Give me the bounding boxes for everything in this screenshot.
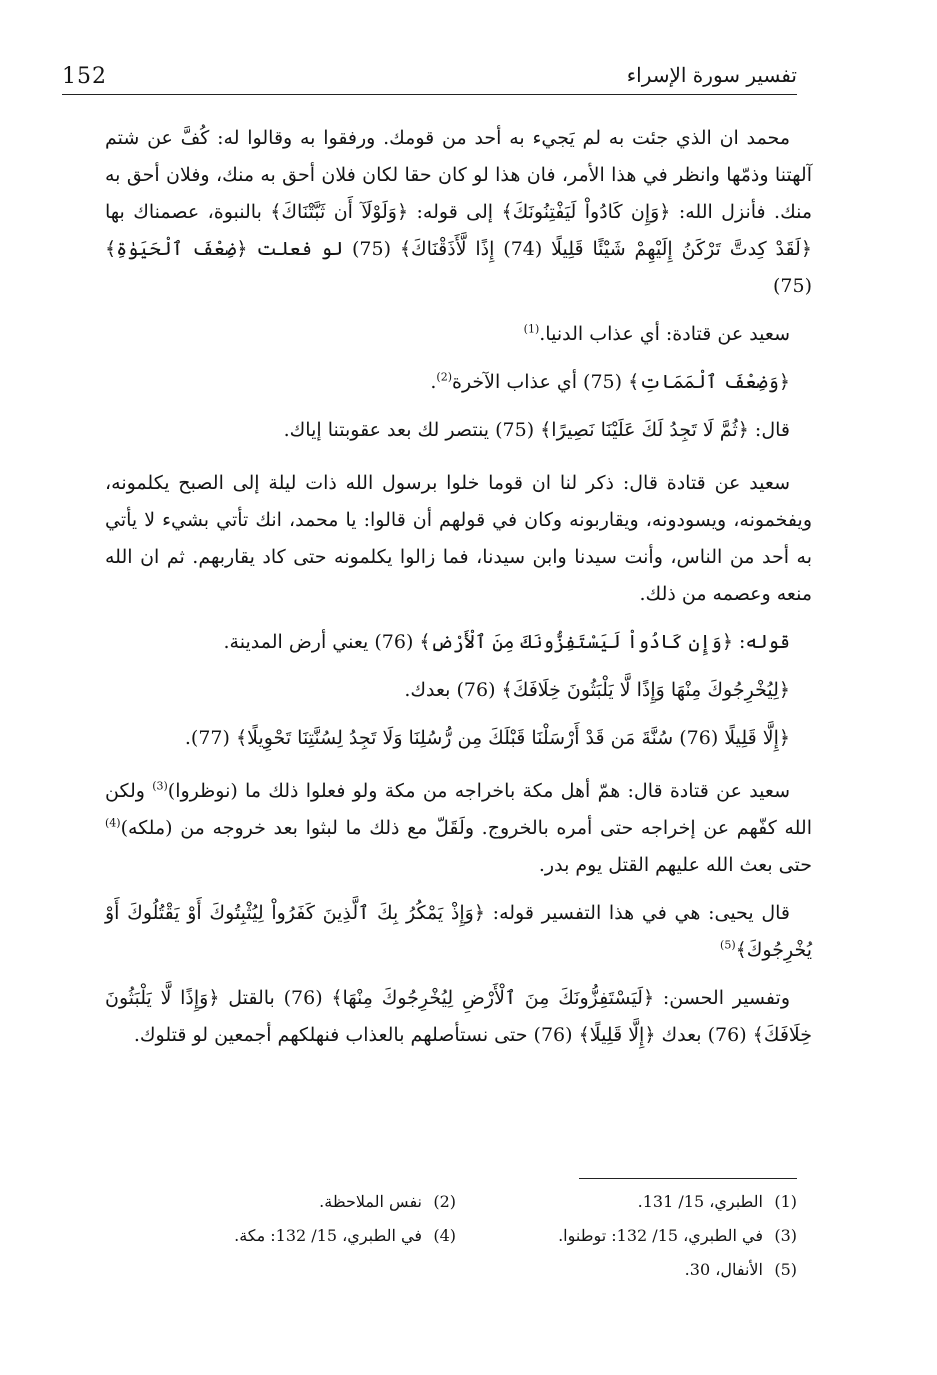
footnote-3 [506, 1222, 797, 1250]
footnote-1 [506, 1188, 797, 1216]
paragraph-8-text: ﴿إِلَّا قَلِيلًا (76) سُنَّةَ مَن قَدْ أَرْسَلْنَا قَبْلَكَ مِن رُّسُلِنَا وَلَا تَجِدُ لِسُنَّتِنَا تَحْوِيلًا﴾ (77). [184, 727, 790, 749]
paragraph-4 [105, 412, 812, 449]
paragraph-3 [105, 364, 812, 401]
paragraph-7-text: ﴿لِيُخْرِجُوكَ مِنْهَا وَإِذًا لَّا يَلْبَثُونَ خِلَافَكَ﴾ (76) بعدك. [404, 679, 790, 701]
footnote-number: (2) [433, 1192, 456, 1211]
page-header [62, 60, 797, 95]
footnote-number: (4) [433, 1226, 456, 1245]
footnote-number: (3) [774, 1226, 797, 1245]
paragraph-8 [105, 720, 812, 757]
paragraph-9-text-a: سعيد عن قتادة قال: همّ أهل مكة باخراجه من مكة ولو فعلوا ذلك ما (نوظروا) [167, 780, 790, 802]
footnote-number: (5) [774, 1260, 797, 1279]
footnote-5 [506, 1256, 797, 1284]
paragraph-4-text: قال: ﴿ثُمَّ لَا تَجِدُ لَكَ عَلَيْنَا نَصِيرًا﴾ (75) ينتصر لك بعد عقوبتنا إياك. [283, 419, 790, 441]
footnote-ref-2: (2) [436, 370, 452, 384]
footnote-divider [579, 1178, 797, 1179]
paragraph-3-period: . [430, 371, 437, 393]
paragraph-11 [105, 980, 812, 1054]
footnote-2 [165, 1188, 456, 1216]
running-title: تفسير سورة الإسراء [626, 63, 797, 87]
paragraph-2-text: سعيد عن قتادة: أي عذاب الدنيا. [539, 323, 790, 345]
paragraph-10-text: قال يحيى: هي في هذا التفسير قوله: ﴿وَإِذْ يَمْكُرُ بِكَ ٱلَّذِينَ كَفَرُواْ لِيُثْبِتُوكَ أَوْ يَقْتُلُوكَ أَوْ يُخْرِجُوكَ﴾ [105, 902, 812, 961]
footnote-number: (1) [774, 1192, 797, 1211]
body-text [105, 120, 812, 1065]
paragraph-1 [105, 120, 812, 305]
paragraph-5 [105, 465, 812, 613]
footnote-ref-5: (5) [720, 938, 736, 952]
paragraph-6 [105, 624, 812, 661]
footnote-text: في الطبري، 15/ 132: مكة. [234, 1226, 422, 1245]
footnote-text: في الطبري، 15/ 132: توطنوا. [558, 1226, 763, 1245]
paragraph-9 [105, 773, 812, 884]
footnote-text: الطبري، 15/ 131. [637, 1192, 763, 1211]
paragraph-5-text: سعيد عن قتادة قال: ذكر لنا ان قوما خلوا برسول الله ذات ليلة إلى الصبح يكلمونه، ويفخمونه، ويسودونه، ويقاربونه وكان في قولهم أن قالوا: يا محمد، انك تأتي بشيء لا يأتي به أحد من الناس، وأنت سيدنا وابن سيدنا، فما زالوا يكلمونه حتى كاد يقاربهم. ثم ان الله منعه وعصمه من ذلك. [105, 472, 812, 605]
paragraph-1-text: محمد ان الذي جئت به لم يَجيء به أحد من قومك. ورفقوا به وقالوا له: كُفَّ عن شتم آلهتنا وذمّها وانظر في هذا الأمر، فان هذا لو كان حقا لكان فلان أحق به منك، وفلان أحق به منك. فأنزل الله: ﴿وَإِن كَادُواْ لَيَفْتِنُونَكَ﴾ إلى قوله: ﴿وَلَوْلَآ أَن ثَبَّتْنَاكَ﴾ بالنبوة، عصمناك بها ﴿لَقَدْ كِدتَّ تَرْكَنُ إِلَيْهِمْ شَيْئًا قَلِيلًا (74) إِذًا لَّأَذَقْنَاكَ﴾ (75) لو فعلت ﴿ضِعْفَ ٱلْحَيَوٰةِ﴾ (75) [105, 127, 812, 297]
footnote-ref-1: (1) [523, 322, 540, 336]
footnote-text: الأنفال، 30. [684, 1260, 763, 1279]
paragraph-3-text: ﴿وَضِعْفَ ٱلْمَمَاتِ﴾ (75) أي عذاب الآخرة [451, 371, 790, 393]
paragraph-6-text: قوله: ﴿وَإِن كَادُواْ لَيَسْتَفِزُّونَكَ مِنَ ٱلْأَرْضِ﴾ (76) يعني أرض المدينة. [223, 631, 790, 653]
paragraph-2 [105, 316, 812, 353]
paragraph-9-text-c: حتى بعث الله عليهم القتل يوم بدر. [538, 854, 812, 876]
paragraph-11-text: وتفسير الحسن: ﴿لَيَسْتَفِزُّونَكَ مِنَ ٱلْأَرْضِ لِيُخْرِجُوكَ مِنْهَا﴾ (76) بالقتل ﴿وَإِذًا لَّا يَلْبَثُونَ خِلَافَكَ﴾ (76) بعدك ﴿إِلَّا قَلِيلًا﴾ (76) حتى نستأصلهم بالعذاب فنهلكهم أجمعين لو قتلوك. [105, 987, 812, 1046]
paragraph-9-text-b: ولكن الله كفّهم عن إخراجه حتى أمره بالخروج. ولَقَلّ مع ذلك ما لبثوا بعد خروجه من (ملكه) [105, 780, 812, 839]
footnote-ref-4: (4) [105, 816, 121, 830]
footnotes [165, 1188, 797, 1284]
footnote-text: نفس الملاحظة. [319, 1192, 422, 1211]
footnote-4 [165, 1222, 456, 1250]
footnote-ref-3: (3) [152, 779, 168, 793]
paragraph-10 [105, 895, 812, 969]
page-number: 152 [62, 64, 107, 89]
paragraph-7 [105, 672, 812, 709]
